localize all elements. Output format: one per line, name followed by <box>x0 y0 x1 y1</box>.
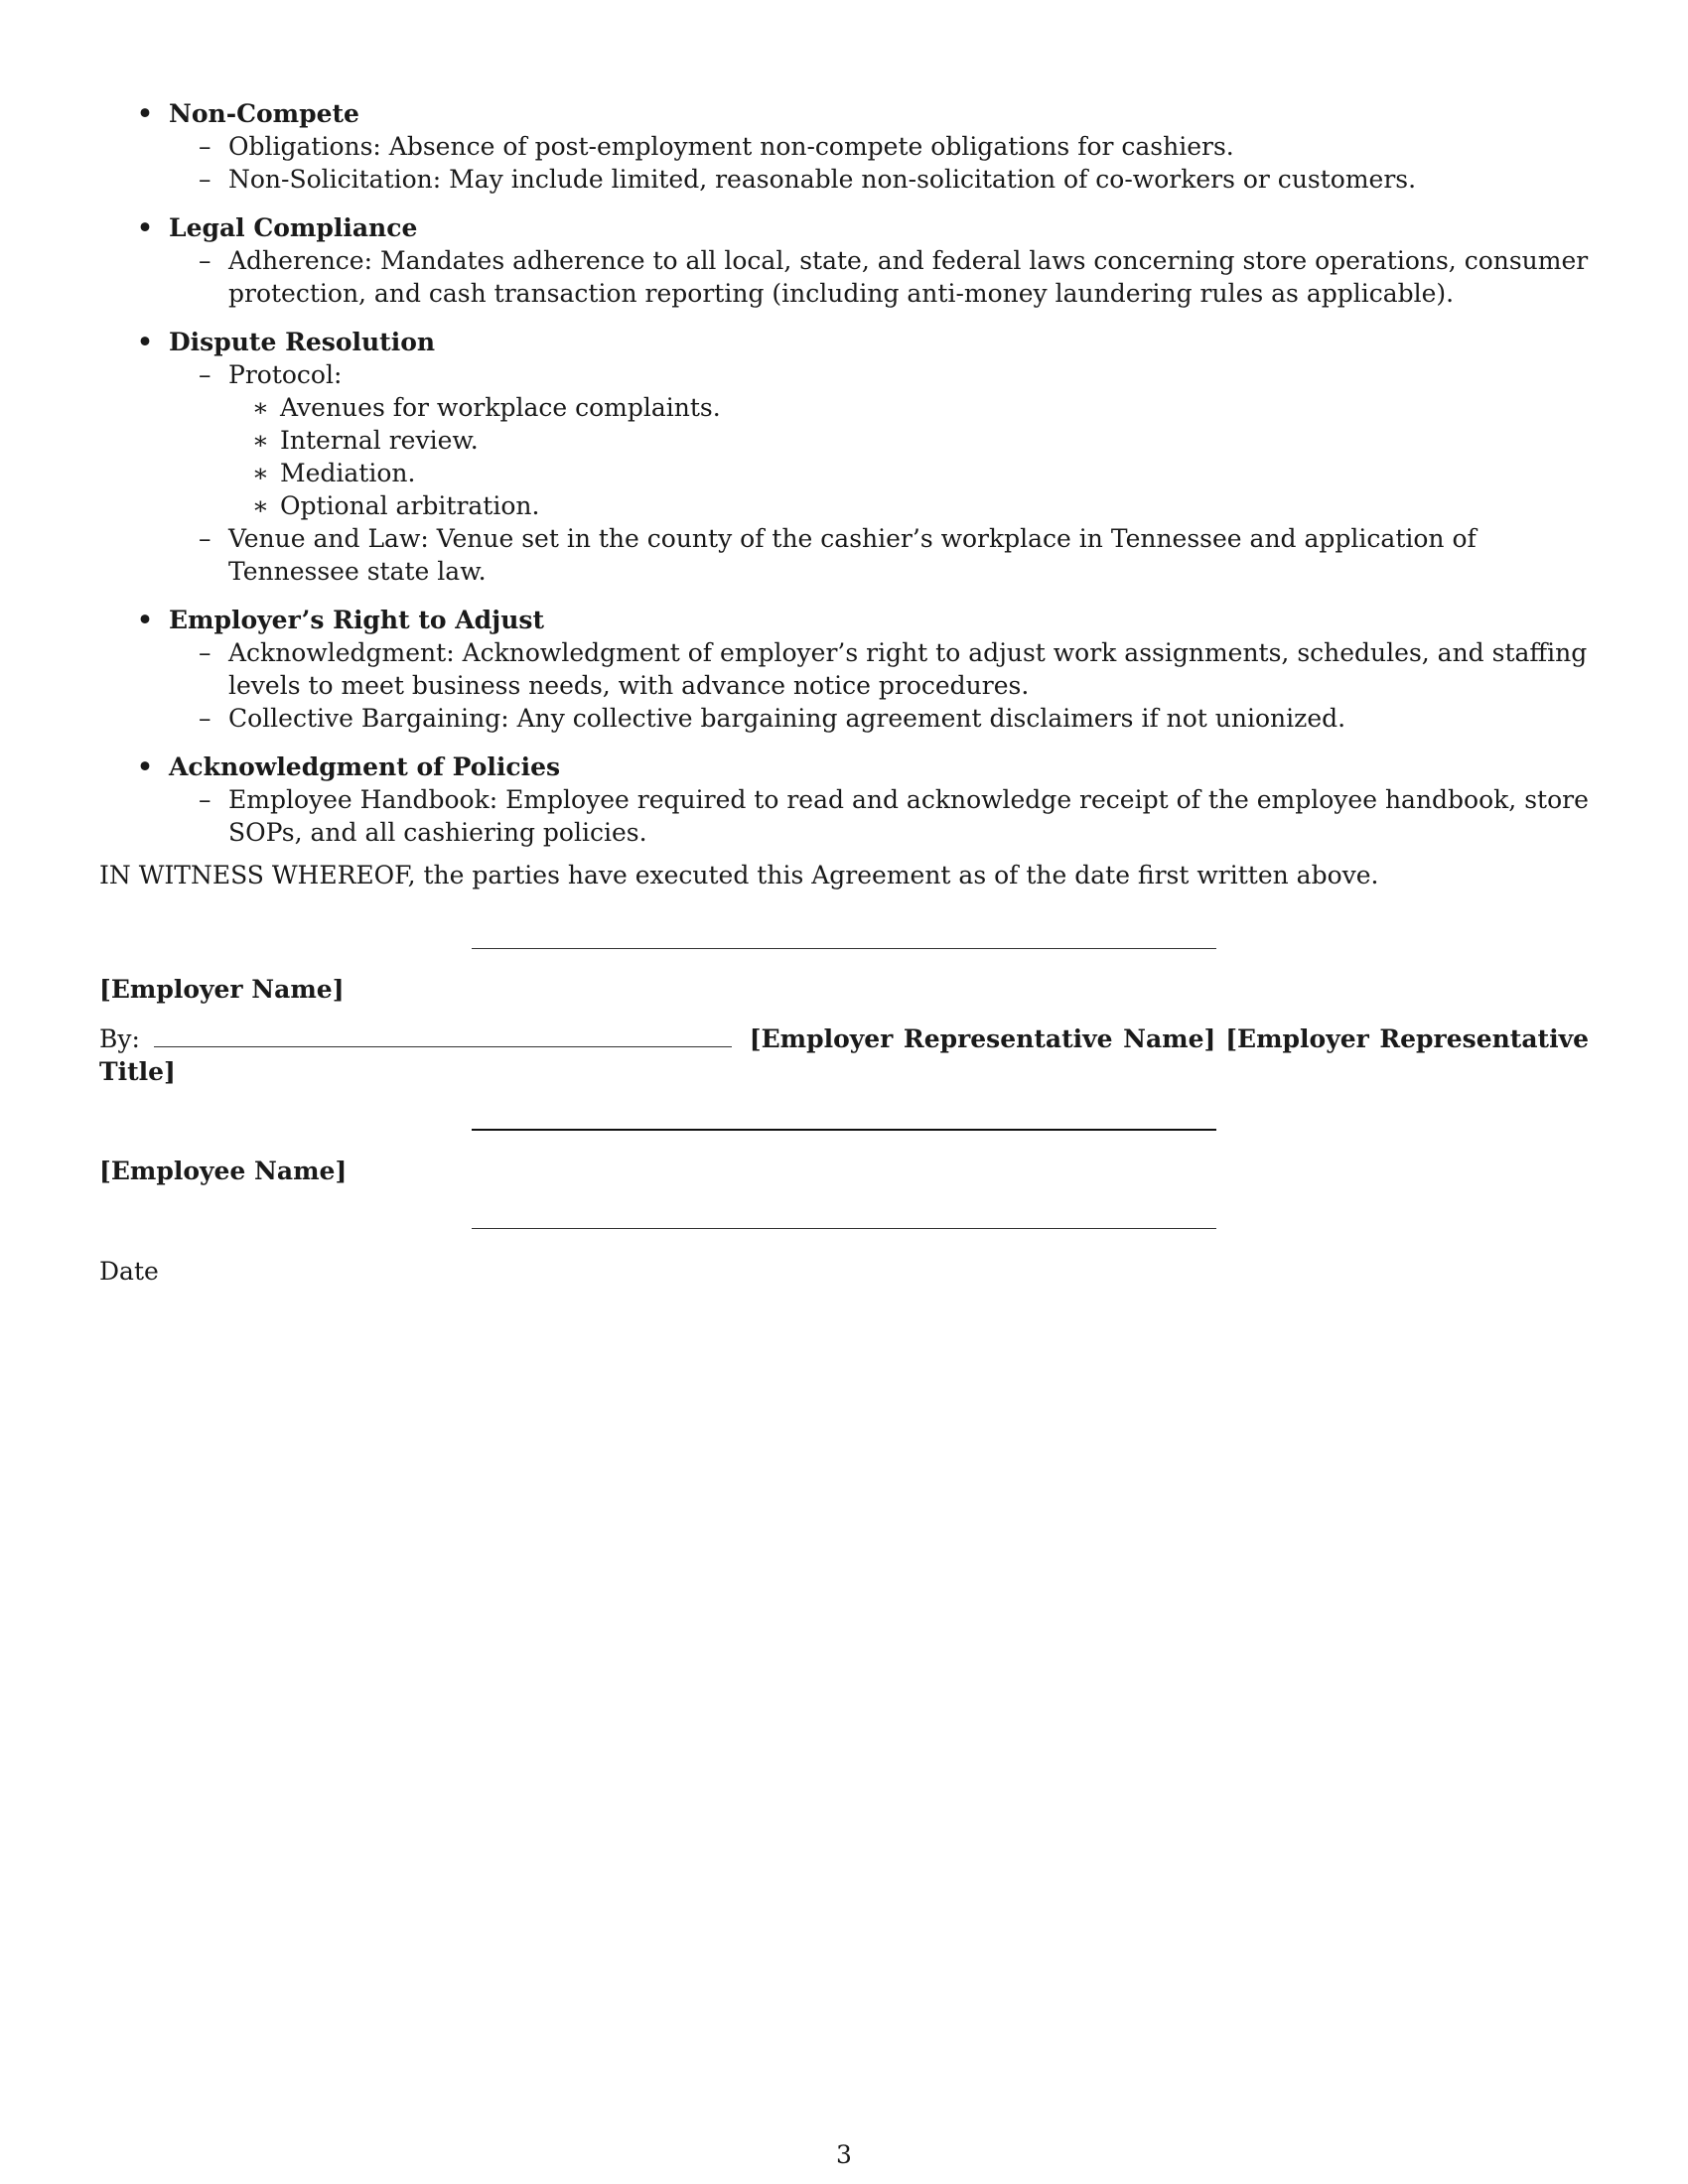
clause-list <box>169 636 1589 735</box>
protocol-item <box>228 457 1589 489</box>
clause-text: Adherence: Mandates adherence to all local, state, and federal laws concerning store operations, consumer protection, and cash transaction reporting (including anti-money laundering rules as applicable). <box>228 246 1589 308</box>
clause-text: Obligations: Absence of post-employment non-compete obligations for cashiers. <box>228 132 1234 161</box>
section-heading: Employer’s Right to Adjust <box>169 606 544 634</box>
representative-signature-line[interactable] <box>154 1024 732 1047</box>
clause-item <box>169 636 1589 702</box>
clause-list <box>169 130 1589 196</box>
section-non-compete <box>99 97 1589 196</box>
representative-name: [Employer Representative Name] <box>749 1024 1216 1053</box>
dash-icon: – <box>199 704 211 733</box>
witness-statement: IN WITNESS WHEREOF, the parties have executed this Agreement as of the date first written above. <box>99 861 1379 889</box>
clause-item <box>169 783 1589 849</box>
bullet-icon: • <box>137 99 153 128</box>
representative-title: [Employer Representative Title] <box>99 1024 1589 1086</box>
protocol-text: Optional arbitration. <box>280 491 540 520</box>
employee-signature-line[interactable] <box>472 1129 1216 1131</box>
clause-item <box>169 130 1589 163</box>
protocol-item <box>228 424 1589 457</box>
clause-list <box>169 783 1589 849</box>
clause-text: Non-Solicitation: May include limited, reasonable non-solicitation of co-workers or customers. <box>228 165 1417 194</box>
clause-item <box>169 163 1589 196</box>
section-dispute-resolution <box>99 326 1589 588</box>
dash-icon: – <box>199 360 211 389</box>
protocol-text: Mediation. <box>280 459 416 487</box>
protocol-item <box>228 391 1589 424</box>
asterisk-icon: ∗ <box>252 459 269 487</box>
dash-icon: – <box>199 132 211 161</box>
employee-name-label: [Employee Name] <box>99 1157 348 1185</box>
date-line[interactable] <box>472 1228 1216 1229</box>
section-heading: Acknowledgment of Policies <box>169 752 561 781</box>
protocol-text: Internal review. <box>280 426 479 455</box>
section-heading: Legal Compliance <box>169 213 418 242</box>
contract-body <box>99 97 1589 891</box>
dash-icon: – <box>199 785 211 814</box>
by-label: By: <box>99 1024 140 1053</box>
clause-text: Collective Bargaining: Any collective bargaining agreement disclaimers if not unionized. <box>228 704 1346 733</box>
dash-icon: – <box>199 638 211 667</box>
section-employer-right-to-adjust <box>99 604 1589 735</box>
clause-text: Employee Handbook: Employee required to read and acknowledge receipt of the employee handbook, store SOPs, and all cashiering policies. <box>228 785 1589 847</box>
clause-text: Venue and Law: Venue set in the county of the cashier’s workplace in Tennessee and application of Tennessee state law. <box>228 524 1477 586</box>
dash-icon: – <box>199 524 211 553</box>
asterisk-icon: ∗ <box>252 426 269 455</box>
asterisk-icon: ∗ <box>252 393 269 422</box>
dash-icon: – <box>199 165 211 194</box>
employer-signature-line[interactable] <box>472 948 1216 949</box>
employer-name-label: [Employer Name] <box>99 975 345 1004</box>
section-list <box>99 97 1589 849</box>
page-number: 3 <box>836 2140 852 2169</box>
protocol-text: Avenues for workplace complaints. <box>280 393 721 422</box>
clause-item <box>169 522 1589 588</box>
clause-list <box>169 244 1589 310</box>
section-heading: Dispute Resolution <box>169 328 436 356</box>
date-label: Date <box>99 1257 159 1286</box>
bullet-icon: • <box>137 213 153 242</box>
clause-item <box>169 244 1589 310</box>
asterisk-icon: ∗ <box>252 491 269 520</box>
bullet-icon: • <box>137 606 153 634</box>
section-legal-compliance <box>99 211 1589 310</box>
protocol-list <box>228 391 1589 522</box>
protocol-item <box>228 489 1589 522</box>
section-acknowledgment-of-policies <box>99 751 1589 849</box>
bullet-icon: • <box>137 752 153 781</box>
dash-icon: – <box>199 246 211 275</box>
section-heading: Non-Compete <box>169 99 359 128</box>
bullet-icon: • <box>137 328 153 356</box>
clause-item <box>169 358 1589 522</box>
clause-list <box>169 358 1589 588</box>
clause-item <box>169 702 1589 735</box>
employer-representative-block <box>99 1023 1589 1088</box>
clause-text: Acknowledgment: Acknowledgment of employer’s right to adjust work assignments, schedules, and staffing levels to meet business needs, with advance notice procedures. <box>228 638 1588 700</box>
clause-text: Protocol: <box>228 360 343 389</box>
